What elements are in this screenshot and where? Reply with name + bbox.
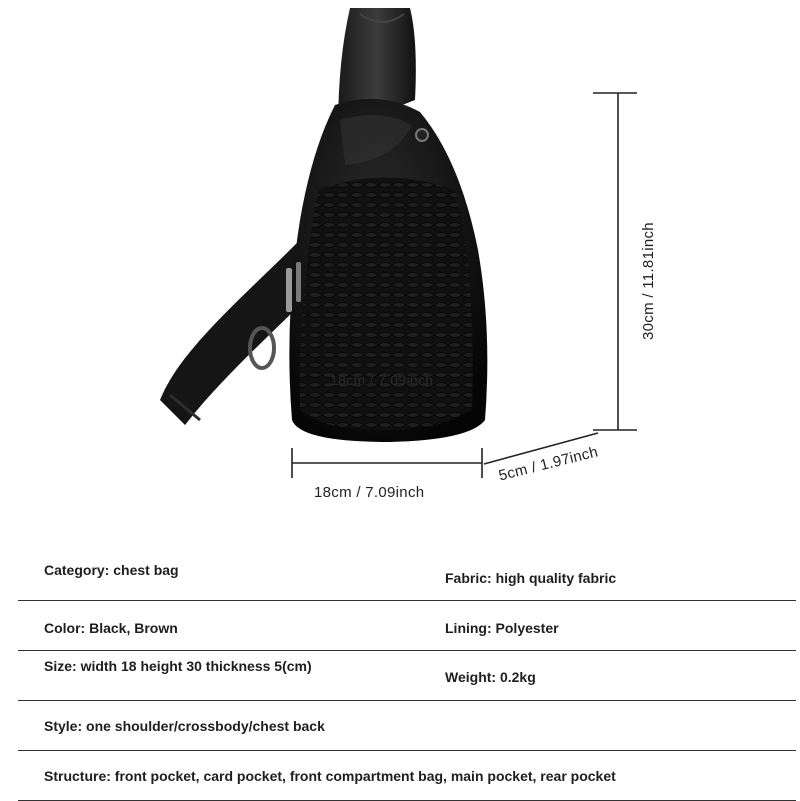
ghost-dimension-label: 18cm / 7.09inch	[330, 372, 434, 388]
spec-structure: Structure: front pocket, card pocket, front compartment bag, main pocket, rear pocket	[44, 768, 616, 784]
earphone-port	[416, 129, 428, 141]
lower-strap	[160, 240, 305, 425]
spec-row	[18, 751, 796, 801]
spec-lining: Lining: Polyester	[445, 620, 559, 636]
width-dimension-label: 18cm / 7.09inch	[314, 484, 425, 501]
spec-color: Color: Black, Brown	[44, 620, 178, 636]
spec-row	[18, 552, 796, 601]
spec-category: Category: chest bag	[44, 562, 179, 578]
spec-size: Size: width 18 height 30 thickness 5(cm)	[44, 658, 312, 674]
front-panel	[300, 178, 473, 431]
zipper-pull	[286, 268, 292, 312]
height-dimension-label: 30cm / 11.81inch	[640, 222, 657, 340]
spec-weight: Weight: 0.2kg	[445, 669, 536, 685]
spec-table	[18, 552, 796, 801]
spec-row	[18, 601, 796, 651]
spec-row	[18, 651, 796, 701]
spec-style: Style: one shoulder/crossbody/chest back	[44, 718, 325, 734]
spec-fabric: Fabric: high quality fabric	[445, 570, 617, 586]
spec-row	[18, 701, 796, 751]
depth-dimension-label: 5cm / 1.97inch	[497, 443, 600, 485]
